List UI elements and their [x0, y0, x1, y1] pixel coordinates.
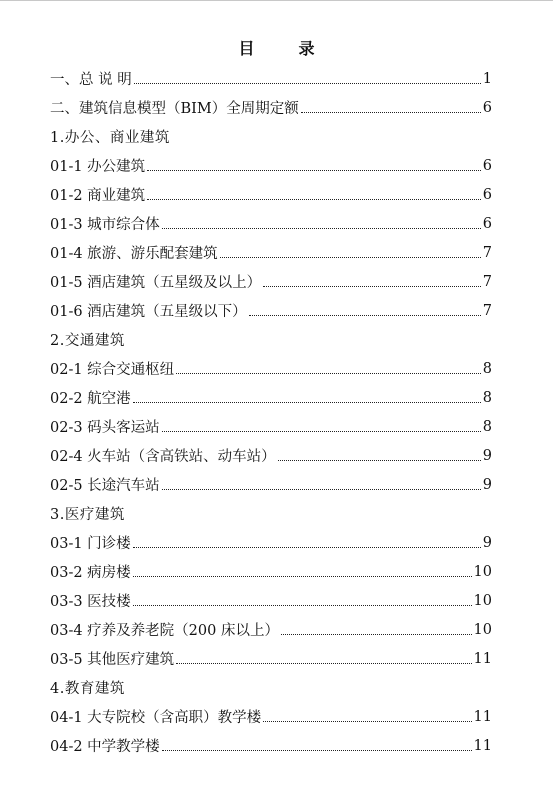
toc-entry-label: 03-5 其他医疗建筑 [50, 652, 175, 668]
toc-entry-page-number: 6 [482, 215, 492, 232]
dot-leader [147, 170, 481, 171]
toc-entry-label: 3.医疗建筑 [50, 507, 125, 523]
toc-entry[interactable] [50, 209, 492, 238]
toc-entry-page-number: 11 [473, 708, 492, 725]
toc-entry[interactable] [50, 267, 492, 296]
toc-entry-label: 02-2 航空港 [50, 391, 131, 407]
dot-leader [133, 547, 481, 548]
dot-leader [263, 721, 471, 722]
toc-entry-page-number: 8 [482, 389, 492, 406]
toc-entry[interactable] [50, 557, 492, 586]
dot-leader [176, 663, 471, 664]
toc-entry[interactable] [50, 383, 492, 412]
toc-entry-page-number: 9 [482, 447, 492, 464]
toc-entry-page-number: 7 [482, 302, 492, 319]
toc-entry[interactable] [50, 731, 492, 760]
toc-entry-label: 1.办公、商业建筑 [50, 130, 170, 146]
toc-entry[interactable] [50, 64, 492, 93]
toc-entry-label: 01-1 办公建筑 [50, 159, 146, 175]
dot-leader [162, 228, 481, 229]
page-title: 目 录 [238, 39, 329, 58]
toc-entry[interactable] [50, 238, 492, 267]
table-of-contents [50, 64, 492, 760]
toc-entry-label: 03-4 疗养及养老院（200 床以上） [50, 623, 279, 639]
toc-entry[interactable] [50, 441, 492, 470]
dot-leader [249, 315, 481, 316]
toc-section-heading [50, 325, 492, 354]
toc-entry-label: 01-3 城市综合体 [50, 217, 160, 233]
toc-entry-label: 03-1 门诊楼 [50, 536, 131, 552]
toc-entry-label: 01-2 商业建筑 [50, 188, 146, 204]
toc-entry[interactable] [50, 470, 492, 499]
toc-entry-page-number: 9 [482, 534, 492, 551]
toc-entry-page-number: 11 [473, 737, 492, 754]
toc-entry-label: 一、总 说 明 [50, 72, 132, 88]
toc-section-heading [50, 122, 492, 151]
toc-entry[interactable] [50, 93, 492, 122]
toc-entry-page-number: 8 [482, 360, 492, 377]
toc-section-heading [50, 499, 492, 528]
dot-leader [278, 460, 481, 461]
toc-entry-label: 4.教育建筑 [50, 681, 125, 697]
toc-entry-label: 02-3 码头客运站 [50, 420, 160, 436]
toc-entry-label: 01-6 酒店建筑（五星级以下） [50, 304, 247, 320]
toc-entry-page-number: 7 [482, 273, 492, 290]
toc-entry-label: 二、建筑信息模型（BIM）全周期定额 [50, 101, 299, 117]
toc-entry-page-number: 6 [482, 186, 492, 203]
toc-entry-label: 03-2 病房楼 [50, 565, 131, 581]
toc-entry-label: 01-5 酒店建筑（五星级及以上） [50, 275, 262, 291]
dot-leader [162, 750, 472, 751]
dot-leader [133, 402, 481, 403]
toc-entry-label: 02-5 长途汽车站 [50, 478, 160, 494]
toc-entry-page-number: 7 [482, 244, 492, 261]
toc-entry[interactable] [50, 586, 492, 615]
toc-entry[interactable] [50, 702, 492, 731]
toc-entry-label: 01-4 旅游、游乐配套建筑 [50, 246, 218, 262]
toc-entry[interactable] [50, 528, 492, 557]
top-border-line [0, 0, 553, 1]
dot-leader [220, 257, 481, 258]
dot-leader [133, 576, 472, 577]
toc-entry[interactable] [50, 151, 492, 180]
toc-entry[interactable] [50, 412, 492, 441]
toc-entry[interactable] [50, 354, 492, 383]
dot-leader [162, 431, 481, 432]
toc-entry-page-number: 6 [482, 99, 492, 116]
toc-entry-page-number: 10 [473, 621, 492, 638]
toc-entry-page-number: 1 [482, 70, 492, 87]
dot-leader [176, 373, 481, 374]
toc-entry-label: 04-1 大专院校（含高职）教学楼 [50, 710, 262, 726]
toc-entry[interactable] [50, 644, 492, 673]
toc-entry-label: 2.交通建筑 [50, 333, 125, 349]
dot-leader [133, 605, 472, 606]
dot-leader [301, 112, 481, 113]
dot-leader [263, 286, 481, 287]
toc-entry-label: 03-3 医技楼 [50, 594, 131, 610]
toc-entry-page-number: 10 [473, 563, 492, 580]
toc-entry-page-number: 8 [482, 418, 492, 435]
dot-leader [147, 199, 481, 200]
toc-section-heading [50, 673, 492, 702]
dot-leader [134, 83, 481, 84]
toc-entry[interactable] [50, 296, 492, 325]
toc-entry-page-number: 11 [473, 650, 492, 667]
toc-entry-label: 02-4 火车站（含高铁站、动车站） [50, 449, 276, 465]
toc-entry[interactable] [50, 615, 492, 644]
toc-entry-page-number: 9 [482, 476, 492, 493]
toc-entry-label: 02-1 综合交通枢纽 [50, 362, 175, 378]
toc-entry-page-number: 10 [473, 592, 492, 609]
toc-entry-label: 04-2 中学教学楼 [50, 739, 160, 755]
dot-leader [281, 634, 472, 635]
toc-entry-page-number: 6 [482, 157, 492, 174]
toc-entry[interactable] [50, 180, 492, 209]
dot-leader [162, 489, 481, 490]
